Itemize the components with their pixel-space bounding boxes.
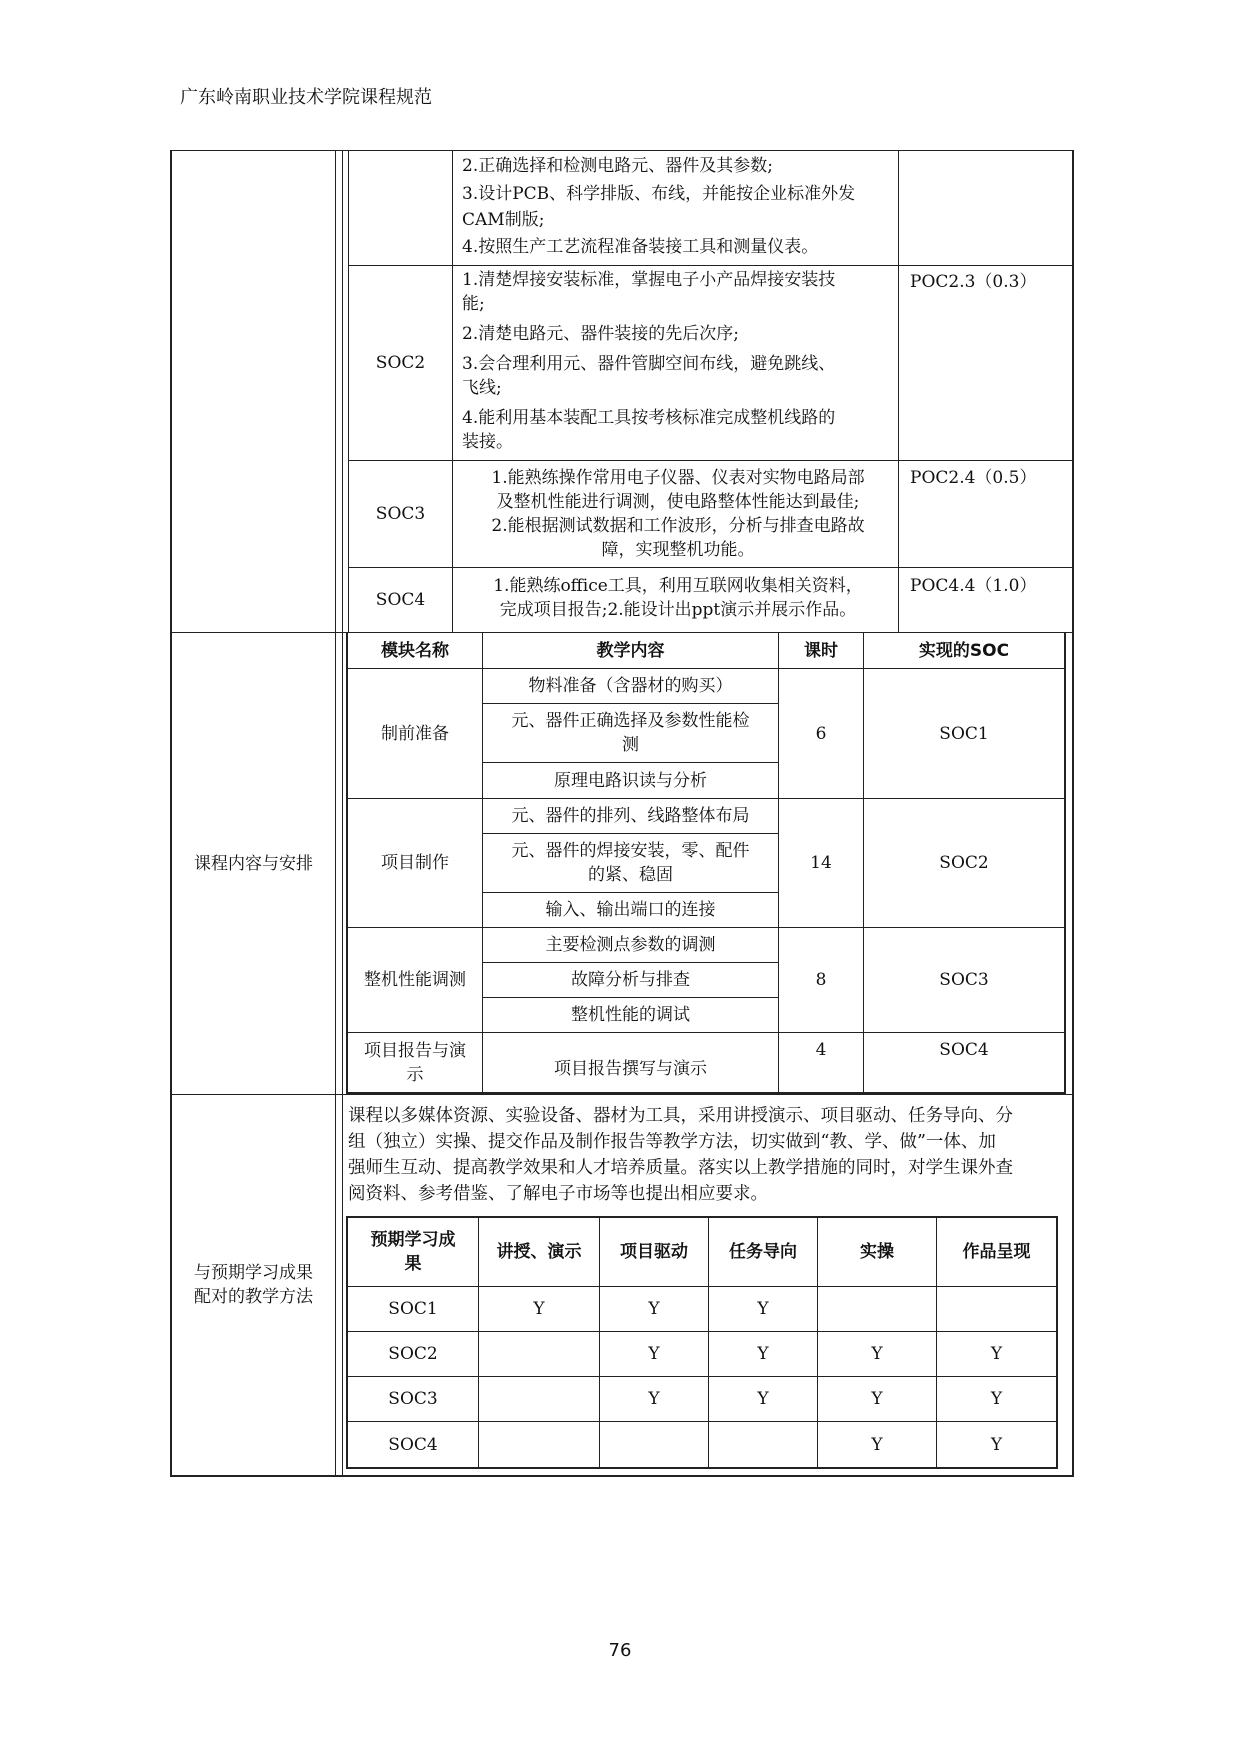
soc3-item: 及整机性能进行调测，使电路整体性能达到最佳;	[496, 492, 860, 512]
soc4-label: SOC4	[375, 590, 426, 610]
module-item-line: 元、器件的焊接安装，零、配件	[511, 841, 750, 861]
soc2-items	[462, 268, 894, 454]
soc2-item: 能;	[462, 294, 485, 314]
soc3-poc: POC2.4（0.5）	[910, 468, 1037, 488]
module-item: 物料准备（含器材的购买）	[528, 676, 733, 696]
mark: Y	[871, 1434, 883, 1455]
module-item-line: 的紧、稳固	[588, 865, 673, 885]
mark: Y	[757, 1389, 769, 1409]
mark	[937, 1287, 1056, 1331]
module-item: 原理电路识读与分析	[554, 770, 707, 791]
mark	[479, 1422, 599, 1467]
header-hours: 课时	[804, 640, 838, 661]
module-item: 故障分析与排查	[571, 970, 690, 990]
methods-label-line: 配对的教学方法	[194, 1287, 313, 1307]
soc2-poc: POC2.3（0.3）	[910, 272, 1037, 292]
paragraph-line: 强师生互动、提高教学效果和人才培养质量。落实以上教学措施的同时，对学生课外查	[348, 1158, 1013, 1178]
row-soc: SOC3	[388, 1389, 438, 1409]
soc1-item: 4.按照生产工艺流程准备装接工具和测量仪表。	[462, 237, 819, 257]
paragraph-line: 阅资料、参考借鉴、了解电子市场等也提出相应要求。	[348, 1184, 768, 1204]
methods-paragraph	[348, 1103, 1068, 1207]
soc2-item: 1.清楚焊接安装标准，掌握电子小产品焊接安装技	[462, 270, 836, 290]
module-item: 主要检测点参数的调测	[545, 935, 716, 955]
mark: Y	[533, 1299, 545, 1319]
methods-header-project: 项目驱动	[620, 1242, 688, 1262]
mark: Y	[757, 1344, 769, 1364]
methods-header-practice: 实操	[860, 1242, 894, 1262]
soc3-item: 1.能熟练操作常用电子仪器、仪表对实物电路局部	[491, 468, 865, 488]
module-hours: 6	[815, 723, 827, 744]
methods-header-works: 作品呈现	[962, 1242, 1031, 1262]
header-line: 果	[404, 1254, 422, 1274]
soc4-item: 1.能熟练office工具，利用互联网收集相关资料，	[493, 576, 863, 596]
soc3-item: 障，实现整机功能。	[601, 540, 755, 560]
header-line: 预期学习成	[370, 1230, 456, 1250]
module-item-line: 元、器件正确选择及参数性能检	[511, 711, 750, 731]
mark	[600, 1422, 708, 1467]
module-name-line: 项目报告与演	[364, 1040, 466, 1061]
module-soc: SOC3	[939, 970, 989, 990]
module-name: 制前准备	[381, 723, 449, 744]
methods-section-label	[172, 1095, 335, 1475]
module-hours: 14	[810, 853, 832, 873]
methods-label-line: 与预期学习成果	[194, 1263, 313, 1283]
soc2-item: 4.能利用基本装配工具按考核标准完成整机线路的	[462, 408, 836, 428]
soc1-item: 2.正确选择和检测电路元、器件及其参数;	[462, 156, 773, 176]
methods-header-outcome	[348, 1218, 478, 1286]
module-item: 整机性能的调试	[571, 1005, 690, 1025]
mark: Y	[990, 1389, 1003, 1409]
header-teaching-content: 教学内容	[596, 640, 665, 661]
module-hours: 4	[815, 1040, 827, 1060]
page-number: 76	[608, 1640, 632, 1661]
soc2-item: 2.清楚电路元、器件装接的先后次序;	[462, 324, 739, 344]
mark	[818, 1287, 936, 1331]
module-item: 元、器件的排列、线路整体布局	[511, 806, 750, 826]
mark: Y	[648, 1389, 660, 1409]
mark	[479, 1332, 599, 1376]
paragraph-line: 课程以多媒体资源、实验设备、器材为工具，采用讲授演示、项目驱动、任务导向、分	[348, 1106, 1013, 1126]
row-soc: SOC1	[388, 1299, 438, 1319]
mark: Y	[648, 1344, 660, 1364]
soc4-item: 完成项目报告;2.能设计出ppt演示并展示作品。	[499, 600, 857, 620]
mark: Y	[757, 1299, 769, 1319]
content-section-label: 课程内容与安排	[194, 853, 313, 874]
module-soc: SOC4	[939, 1040, 989, 1060]
soc3-item: 2.能根据测试数据和工作波形，分析与排查电路故	[491, 516, 865, 536]
mark	[479, 1377, 599, 1421]
header-soc: 实现的SOC	[918, 640, 1010, 661]
module-item-line: 测	[622, 735, 639, 755]
soc2-label: SOC2	[375, 353, 426, 373]
module-name: 项目制作	[381, 853, 449, 873]
module-name: 整机性能调测	[364, 970, 466, 990]
row-soc: SOC4	[388, 1434, 438, 1455]
module-name-line: 示	[406, 1064, 424, 1085]
mark: Y	[871, 1344, 883, 1364]
module-hours: 8	[815, 970, 827, 990]
mark	[709, 1422, 817, 1467]
soc4-items	[462, 574, 894, 622]
row-soc: SOC2	[388, 1344, 438, 1364]
module-soc: SOC1	[939, 723, 989, 744]
soc1-item: CAM制版;	[462, 210, 545, 230]
mark: Y	[648, 1299, 660, 1319]
methods-header-lecture: 讲授、演示	[496, 1242, 582, 1262]
soc2-item: 3.会合理利用元、器件管脚空间布线，避免跳线、	[462, 354, 836, 374]
page-header: 广东岭南职业技术学院课程规范	[180, 87, 432, 108]
soc1-item: 3.设计PCB、科学排版、布线，并能按企业标准外发	[462, 184, 856, 204]
module-item	[483, 704, 778, 762]
paragraph-line: 组（独立）实操、提交作品及制作报告等教学方法，切实做到“教、学、做”一体、加	[348, 1132, 996, 1152]
mark: Y	[990, 1344, 1003, 1364]
module-soc: SOC2	[939, 853, 989, 873]
soc3-label: SOC3	[375, 504, 426, 524]
header-module-name: 模块名称	[381, 640, 449, 661]
mark: Y	[990, 1434, 1003, 1455]
module-name	[348, 1033, 482, 1092]
soc1-items	[462, 152, 894, 262]
soc4-poc: POC4.4（1.0）	[910, 576, 1037, 596]
methods-header-task: 任务导向	[729, 1242, 797, 1262]
mark: Y	[871, 1389, 883, 1409]
module-item	[483, 834, 778, 892]
soc2-item: 装接。	[462, 432, 513, 452]
module-item: 项目报告撰写与演示	[554, 1058, 707, 1079]
soc3-items	[462, 466, 894, 562]
soc2-item: 飞线;	[462, 378, 502, 398]
module-item: 输入、输出端口的连接	[545, 900, 716, 920]
